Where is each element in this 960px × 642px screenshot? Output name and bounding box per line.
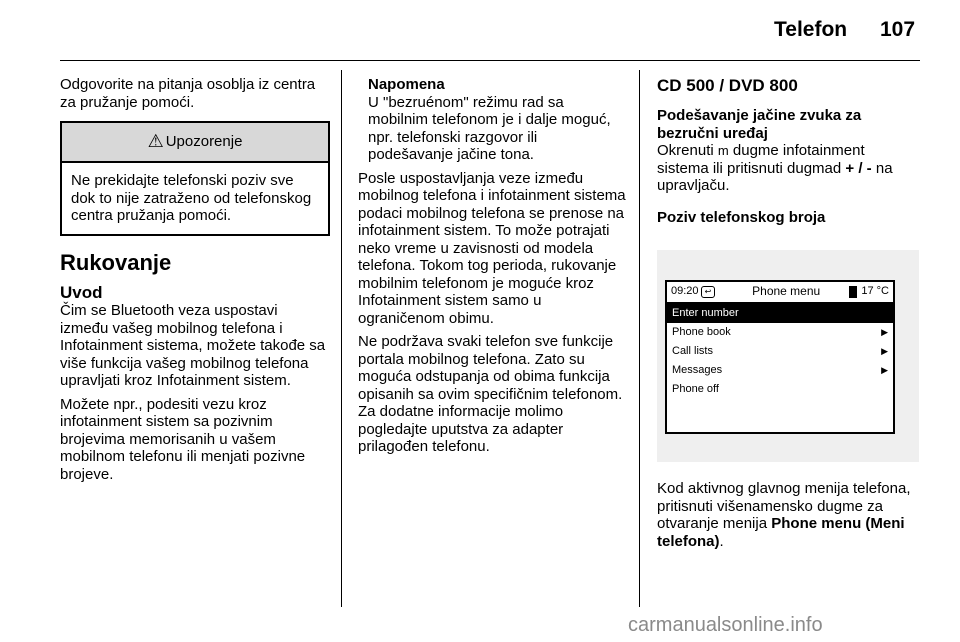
note-title: Napomena: [368, 76, 445, 93]
warning-title: Upozorenje: [165, 133, 243, 151]
paragraph: Ne podržava svaki telefon sve funkcije portala mobilnog telefona. Zato su moguća odstupanja od obima funkcija opisanih sa ovim specifičnim telefonom. Za dodatne informacije molimo pogledajte uputstva za adapter prilagođen telefonu.: [358, 333, 623, 455]
warning-header: [62, 123, 328, 163]
phone-icon: [849, 286, 857, 298]
section-title: CD 500 / DVD 800: [657, 76, 798, 95]
page-number: 107: [880, 18, 916, 41]
temperature: 17 °C: [861, 285, 889, 298]
column-divider-2: [639, 70, 640, 607]
note-text: U "bezruénom" režimu rad sa mobilnim telefonom je i dalje moguć, npr. telefonski razgovor ili podešavanje jačine tona.: [368, 93, 611, 163]
column-1: [60, 76, 330, 489]
intro-paragraph: Odgovorite na pitanja osoblja iz centra za pružanje pomoći.: [60, 76, 316, 111]
column-divider-1: [341, 70, 342, 607]
page-title: Telefon: [774, 18, 848, 41]
warning-text: Ne prekidajte telefonski poziv sve dok to nije zatraženo od telefonskog centra pružanja pomoći.: [71, 172, 312, 224]
paragraph: Čim se Bluetooth veza uspostavi između vašeg mobilnog telefona i Infotainment sistema, možete takođe sa više funkcija vašeg mobilnog telefona upravljati kroz Infotainment sistem.: [60, 302, 326, 389]
header-rule: [60, 60, 920, 61]
menu-item[interactable]: Phone off: [672, 382, 719, 395]
subsection-title: Podešavanje jačine zvuka za bezručni uređaj: [657, 107, 862, 142]
menu-item[interactable]: Call lists ▶: [667, 342, 893, 361]
column-2: [358, 76, 626, 462]
paragraph: Posle uspostavljanja veze između mobilnog telefona i infotainment sistema podaci mobilnog telefona se prenose na infotainment sistem. To može potrajati neko vreme u zavisnosti od modela telefona. Tokom tog perioda, rukovanje mobilnim telefonom je moguće kroz Infotainment sistem samo u ograničenom obimu.: [358, 169, 626, 327]
menu-item[interactable]: Phone book ▶: [667, 323, 893, 342]
paragraph: Kod aktivnog glavnog menija telefona, pritisnuti višenamensko dugme za otvaranje menija Phone menu (Meni telefona).: [657, 480, 911, 550]
paragraph: Možete npr., podesiti vezu kroz infotainment sistem sa pozivnim brojevima memorisanih u vašem mobilnom telefonu ili menjati pozivne brojeve.: [60, 395, 306, 483]
menu-item[interactable]: Enter number: [667, 304, 893, 323]
section-title: Rukovanje: [60, 249, 172, 275]
chevron-right-icon: ▶: [881, 326, 888, 337]
chevron-right-icon: ▶: [881, 364, 888, 375]
screen-title: Phone menu: [752, 284, 821, 299]
screen-status-bar: [667, 282, 893, 304]
power-knob-icon: m: [717, 143, 729, 158]
back-arrow-icon: ↩: [701, 286, 715, 298]
warning-box: [60, 121, 330, 236]
chevron-right-icon: ▶: [881, 345, 888, 356]
subsection-title: Uvod: [60, 283, 103, 302]
subsection-title: Poziv telefonskog broja: [657, 208, 826, 226]
phone-menu-screen: [665, 280, 895, 434]
screen-image: [657, 250, 919, 462]
watermark: carmanualsonline.info: [628, 614, 823, 636]
paragraph: Okrenuti m dugme infotainment sistema ili pritisnuti dugmad + / - na upravljaču.: [657, 142, 893, 194]
clock: 09:20: [671, 285, 699, 298]
warning-icon: ⚠: [147, 131, 164, 152]
menu-item[interactable]: Messages ▶: [667, 361, 893, 380]
column-3: [657, 76, 919, 556]
